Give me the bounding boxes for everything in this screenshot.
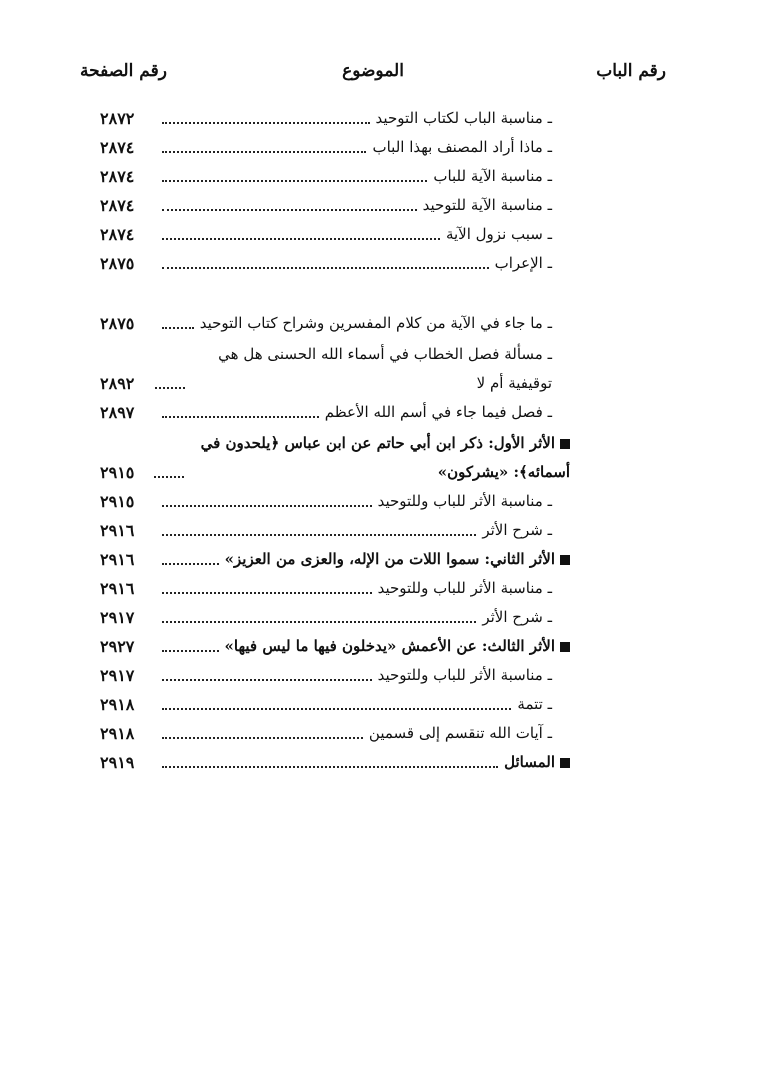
toc-entry <box>100 661 570 690</box>
square-bullet-icon <box>560 439 570 449</box>
leader-dots <box>162 327 194 329</box>
toc-entry-page: ٢٩١٥ <box>100 492 135 511</box>
toc-entry <box>100 220 570 249</box>
toc-entry <box>100 104 570 133</box>
toc-entry-title: ـ مناسبة الآية للباب <box>433 167 552 185</box>
table-of-contents <box>100 104 570 777</box>
toc-entry-title: ـ سبب نزول الآية <box>445 225 552 243</box>
toc-main-entry <box>100 545 570 574</box>
toc-entry-page: ٢٨٧٤ <box>100 196 135 215</box>
leader-dots <box>162 650 219 652</box>
leader-dots <box>162 563 219 565</box>
leader-dots <box>162 267 489 269</box>
square-bullet-icon <box>560 642 570 652</box>
toc-entry-title: ـ مسألة فصل الخطاب في أسماء الله الحسنى هل هي توقيفية أم لا <box>218 345 552 392</box>
toc-entry-page: ٢٨٧٥ <box>100 254 135 273</box>
toc-entry-title <box>225 632 570 661</box>
leader-dots <box>162 592 372 594</box>
toc-entry <box>100 574 570 603</box>
toc-entry-page: ٢٩١٥ <box>100 463 135 482</box>
toc-entry <box>100 278 570 338</box>
toc-entry-title: ـ ما جاء في الآية من كلام المفسرين وشراح كتاب التوحيد <box>199 314 552 332</box>
toc-entry-title: ـ مناسبة الأثر للباب وللتوحيد <box>377 579 552 597</box>
toc-entry-title: ـ مناسبة الأثر للباب وللتوحيد <box>377 666 552 684</box>
toc-entry-page: ٢٨٩٧ <box>100 403 135 422</box>
leader-dots <box>162 505 372 507</box>
toc-entry-title: ـ شرح الأثر <box>482 521 552 539</box>
toc-entry-page: ٢٨٧٤ <box>100 138 135 157</box>
toc-entry-page: ٢٨٧٤ <box>100 167 135 186</box>
square-bullet-icon <box>560 758 570 768</box>
leader-dots <box>162 151 366 153</box>
toc-entry-page: ٢٩١٨ <box>100 724 135 743</box>
toc-entry-text: الأثر الثاني: سموا اللات من الإله، والعزى من العزيز» <box>224 550 555 568</box>
toc-main-entry <box>100 632 570 661</box>
leader-dots <box>162 737 363 739</box>
page-number-heading: رقم الصفحة <box>80 61 167 81</box>
leader-dots <box>162 122 370 124</box>
toc-entry-title: ـ الإعراب <box>494 254 552 272</box>
leader-dots <box>162 766 498 768</box>
leader-dots <box>155 387 185 389</box>
toc-entry-title: ـ شرح الأثر <box>482 608 552 626</box>
toc-entry-title: ـ مناسبة الآية للتوحيد <box>422 196 552 214</box>
chapter-number-heading: رقم الباب <box>596 61 666 81</box>
toc-entry-title <box>504 748 570 777</box>
toc-entry-page: ٢٨٧٤ <box>100 225 135 244</box>
toc-entry-text: الأثر الأول: ذكر ابن أبي حاتم عن ابن عباس ﴿يلحدون في أسمائه﴾: «يشركون» <box>200 434 570 481</box>
toc-entry <box>100 133 570 162</box>
leader-dots <box>162 209 417 211</box>
toc-entry <box>100 191 570 220</box>
leader-dots <box>162 416 319 418</box>
toc-entry-text: الأثر الثالث: عن الأعمش «يدخلون فيها ما ليس فيها» <box>224 637 555 655</box>
toc-entry <box>100 338 570 398</box>
leader-dots <box>162 180 427 182</box>
toc-main-entry <box>100 748 570 777</box>
toc-entry-page: ٢٩١٦ <box>100 550 135 569</box>
toc-entry <box>100 249 570 278</box>
topic-heading: الموضوع <box>342 61 404 81</box>
leader-dots <box>162 238 440 240</box>
toc-entry <box>100 690 570 719</box>
leader-dots <box>162 708 511 710</box>
toc-entry-page: ٢٩١٧ <box>100 666 135 685</box>
toc-entry-text: المسائل <box>504 753 555 771</box>
toc-entry-page: ٢٩١٧ <box>100 608 135 627</box>
toc-entry <box>100 516 570 545</box>
leader-dots <box>162 621 476 623</box>
leader-dots <box>154 476 184 478</box>
toc-entry-title: ـ مناسبة الأثر للباب وللتوحيد <box>377 492 552 510</box>
toc-main-entry <box>100 427 570 487</box>
toc-entry-title: ـ تتمة <box>517 695 552 713</box>
toc-entry-page: ٢٩١٦ <box>100 579 135 598</box>
toc-header <box>80 56 666 86</box>
toc-entry <box>100 398 570 427</box>
toc-entry-title <box>190 429 570 487</box>
toc-entry-page: ٢٩١٩ <box>100 753 135 772</box>
toc-entry-page: ٢٩٢٧ <box>100 637 135 656</box>
toc-entry-title: ـ آيات الله تنقسم إلى قسمين <box>368 724 552 742</box>
toc-entry <box>100 719 570 748</box>
toc-entry-page: ٢٨٧٢ <box>100 109 135 128</box>
toc-entry-title <box>225 545 570 574</box>
toc-entry <box>100 162 570 191</box>
toc-entry-page: ٢٩١٨ <box>100 695 135 714</box>
square-bullet-icon <box>560 555 570 565</box>
toc-entry-page: ٢٩١٦ <box>100 521 135 540</box>
toc-entry-title: ـ فصل فيما جاء في أسم الله الأعظم <box>324 403 552 421</box>
leader-dots <box>162 679 372 681</box>
toc-entry <box>100 487 570 516</box>
toc-entry-title: ـ ماذا أراد المصنف بهذا الباب <box>372 138 552 156</box>
toc-entry-title: ـ مناسبة الباب لكتاب التوحيد <box>375 109 552 127</box>
toc-entry-page: ٢٨٧٥ <box>100 314 135 333</box>
toc-entry <box>100 603 570 632</box>
leader-dots <box>162 534 476 536</box>
toc-entry-page: ٢٨٩٢ <box>100 374 135 393</box>
